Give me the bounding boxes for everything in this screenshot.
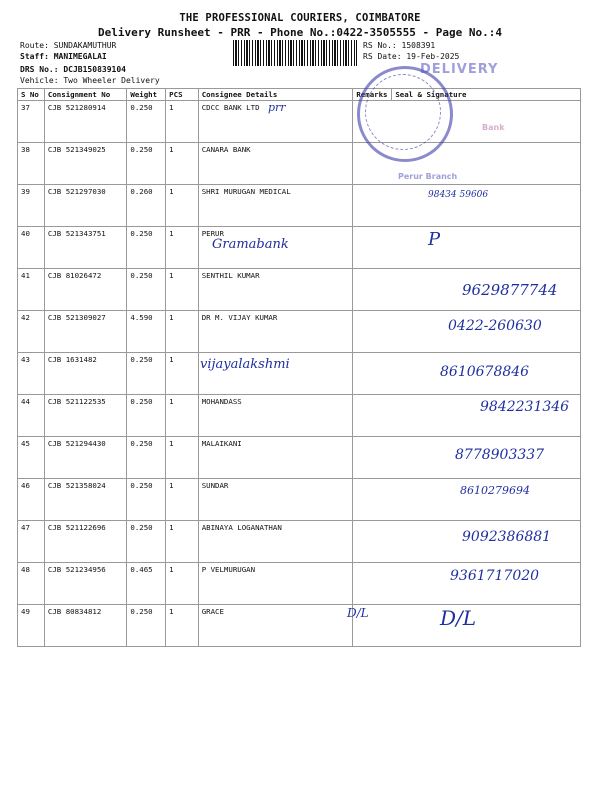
cell-consignment: CJB 521280914 <box>44 101 126 143</box>
table-row <box>18 143 581 185</box>
handwritten-signature: 8610678846 <box>440 364 530 381</box>
cell-remarks <box>353 563 392 605</box>
cell-remarks <box>353 479 392 521</box>
cell-weight: 0.465 <box>127 563 166 605</box>
cell-signature <box>392 605 581 647</box>
cell-consignment: CJB 521297030 <box>44 185 126 227</box>
cell-pcs: 1 <box>166 227 199 269</box>
cell-sno: 40 <box>18 227 45 269</box>
cell-pcs: 1 <box>166 521 199 563</box>
col-consignee: Consignee Details <box>198 89 353 101</box>
seal-stamp-inner <box>365 74 441 150</box>
col-sno: S No <box>18 89 45 101</box>
cell-consignment: CJB 80834812 <box>44 605 126 647</box>
col-weight: Weight <box>127 89 166 101</box>
cell-sno: 49 <box>18 605 45 647</box>
cell-consignee: GRACE <box>198 605 353 647</box>
cell-remarks <box>353 269 392 311</box>
cell-weight: 0.250 <box>127 479 166 521</box>
handwritten-note: vijayalakshmi <box>200 357 290 373</box>
cell-pcs: 1 <box>166 479 199 521</box>
cell-sno: 47 <box>18 521 45 563</box>
handwritten-signature: P <box>428 229 441 251</box>
cell-sno: 39 <box>18 185 45 227</box>
cell-weight: 0.250 <box>127 143 166 185</box>
col-signature: Seal & Signature <box>392 89 581 101</box>
cell-consignee: ABINAYA LOGANATHAN <box>198 521 353 563</box>
cell-pcs: 1 <box>166 395 199 437</box>
handwritten-signature: 9629877744 <box>462 280 558 299</box>
route-label: Route: SUNDAKAMUTHUR <box>20 41 117 50</box>
cell-consignment: CJB 1631482 <box>44 353 126 395</box>
cell-consignee: P VELMURUGAN <box>198 563 353 605</box>
cell-weight: 0.250 <box>127 227 166 269</box>
cell-consignee: MALAIKANI <box>198 437 353 479</box>
vehicle-label: Vehicle: Two Wheeler Delivery <box>20 76 160 85</box>
handwritten-signature: 8610279694 <box>460 483 530 497</box>
stamp-branch-text: Perur Branch <box>398 172 458 181</box>
col-consignment: Consignment No <box>44 89 126 101</box>
cell-consignment: CJB 521234956 <box>44 563 126 605</box>
cell-pcs: 1 <box>166 143 199 185</box>
cell-consignee: CANARA BANK <box>198 143 353 185</box>
table-row <box>18 227 581 269</box>
table-row <box>18 185 581 227</box>
cell-pcs: 1 <box>166 101 199 143</box>
cell-remarks <box>353 353 392 395</box>
rs-number: RS No.: 1508391 <box>363 41 436 50</box>
cell-consignment: CJB 521294430 <box>44 437 126 479</box>
rs-date: RS Date: 19-Feb-2025 <box>363 52 460 61</box>
cell-consignment: CJB 521343751 <box>44 227 126 269</box>
cell-weight: 0.250 <box>127 101 166 143</box>
cell-sno: 43 <box>18 353 45 395</box>
handwritten-signature: D/L <box>440 605 477 630</box>
cell-weight: 0.250 <box>127 353 166 395</box>
stamp-watermark: DELIVERY <box>420 62 499 77</box>
cell-sno: 45 <box>18 437 45 479</box>
cell-pcs: 1 <box>166 269 199 311</box>
cell-remarks <box>353 227 392 269</box>
cell-sno: 42 <box>18 311 45 353</box>
handwritten-note: prr <box>268 101 286 114</box>
cell-remarks <box>353 395 392 437</box>
table-row <box>18 605 581 647</box>
cell-weight: 0.260 <box>127 185 166 227</box>
cell-consignment: CJB 521309027 <box>44 311 126 353</box>
cell-weight: 0.250 <box>127 395 166 437</box>
cell-consignment: CJB 521122696 <box>44 521 126 563</box>
cell-pcs: 1 <box>166 605 199 647</box>
cell-pcs: 1 <box>166 353 199 395</box>
drs-number: DRS No.: DCJB150839104 <box>20 65 126 74</box>
cell-sno: 48 <box>18 563 45 605</box>
barcode <box>233 40 357 66</box>
cell-consignee: SUNDAR <box>198 479 353 521</box>
cell-consignment: CJB 81026472 <box>44 269 126 311</box>
cell-remarks <box>353 185 392 227</box>
cell-consignee: MOHANDASS <box>198 395 353 437</box>
handwritten-signature: 9361717020 <box>450 568 540 585</box>
cell-weight: 0.250 <box>127 437 166 479</box>
cell-weight: 4.590 <box>127 311 166 353</box>
cell-consignment: CJB 521358024 <box>44 479 126 521</box>
cell-pcs: 1 <box>166 437 199 479</box>
handwritten-signature: 98434 59606 <box>428 189 489 200</box>
cell-sno: 37 <box>18 101 45 143</box>
handwritten-signature: 8778903337 <box>455 447 545 464</box>
cell-pcs: 1 <box>166 185 199 227</box>
col-remarks: Remarks <box>353 89 392 101</box>
handwritten-signature: 9092386881 <box>462 529 552 545</box>
cell-remarks <box>353 311 392 353</box>
cell-remarks <box>353 521 392 563</box>
table-header-row <box>18 89 581 101</box>
cell-consignee: SHRI MURUGAN MEDICAL <box>198 185 353 227</box>
cell-sno: 46 <box>18 479 45 521</box>
staff-label: Staff: MANIMEGALAI <box>20 52 107 61</box>
cell-sno: 41 <box>18 269 45 311</box>
cell-consignee: CDCC BANK LTD <box>198 101 353 143</box>
cell-pcs: 1 <box>166 311 199 353</box>
cell-remarks <box>353 437 392 479</box>
cell-weight: 0.250 <box>127 605 166 647</box>
cell-pcs: 1 <box>166 563 199 605</box>
handwritten-note: Gramabank <box>212 237 289 253</box>
cell-sno: 44 <box>18 395 45 437</box>
cell-consignment: CJB 521122535 <box>44 395 126 437</box>
stamp-bank-text: Bank <box>482 123 505 132</box>
handwritten-signature: 9842231346 <box>480 398 570 415</box>
cell-weight: 0.250 <box>127 269 166 311</box>
table-row <box>18 101 581 143</box>
cell-weight: 0.250 <box>127 521 166 563</box>
handwritten-remark: D/L <box>347 605 369 620</box>
handwritten-signature: 0422-260630 <box>448 318 542 334</box>
cell-consignee: PERUR <box>198 227 353 269</box>
col-pcs: PCS <box>166 89 199 101</box>
cell-signature <box>392 227 581 269</box>
cell-consignee: SENTHIL KUMAR <box>198 269 353 311</box>
cell-consignee: DR M. VIJAY KUMAR <box>198 311 353 353</box>
cell-sno: 38 <box>18 143 45 185</box>
cell-consignment: CJB 521349025 <box>44 143 126 185</box>
runsheet-subtitle: Delivery Runsheet - PRR - Phone No.:0422-3505555 - Page No.:4 <box>98 26 502 39</box>
company-title: THE PROFESSIONAL COURIERS, COIMBATORE <box>179 12 421 24</box>
